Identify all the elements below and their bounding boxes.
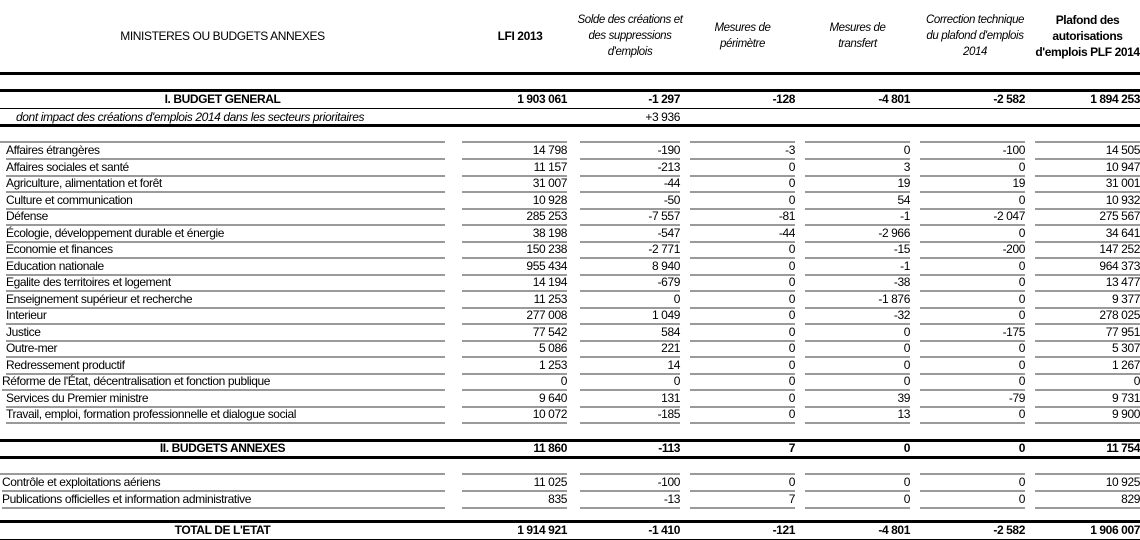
row-value: -4 801 <box>878 92 910 106</box>
row-label: Culture et communication <box>6 193 445 210</box>
row-value: 77 951 <box>1035 325 1140 342</box>
row-label: Travail, emploi, formation professionnelle et dialogue social <box>6 407 445 424</box>
row-value: 0 <box>690 341 795 358</box>
row-label: Contrôle et exploitations aériens <box>2 475 445 492</box>
ministry-row <box>0 374 1140 390</box>
row-value: 0 <box>920 193 1025 210</box>
row-value: 1 894 253 <box>1090 92 1140 106</box>
row-value: 0 <box>690 325 795 342</box>
row-label: Outre-mer <box>6 341 445 358</box>
ministry-row <box>0 292 1140 308</box>
row-value: 14 194 <box>462 275 567 292</box>
row-value: 829 <box>1035 492 1140 509</box>
row-value: 0 <box>920 308 1025 325</box>
ministry-row <box>0 193 1140 209</box>
row-value: 0 <box>920 292 1025 309</box>
row-value: 1 267 <box>1035 358 1140 375</box>
row-value: 9 731 <box>1035 391 1140 408</box>
row-value: 0 <box>805 143 910 160</box>
row-label: Egalite des territoires et logement <box>6 275 445 292</box>
row-value: -128 <box>772 92 795 106</box>
row-value: 19 <box>805 176 910 193</box>
row-label: Défense <box>6 209 445 226</box>
ministry-row <box>0 143 1140 159</box>
row-value: -679 <box>580 275 680 292</box>
row-value: -7 557 <box>580 209 680 226</box>
row-value: -1 410 <box>648 523 680 537</box>
row-value: 10 928 <box>462 193 567 210</box>
row-value: 19 <box>920 176 1025 193</box>
impact-value: +3 936 <box>645 110 680 124</box>
thin-rule <box>0 108 1140 109</box>
row-label: Education nationale <box>6 259 445 276</box>
ministry-row <box>0 160 1140 176</box>
row-value: -121 <box>772 523 795 537</box>
row-value: 7 <box>788 441 795 455</box>
row-label: Enseignement supérieur et recherche <box>6 292 445 309</box>
row-value: 14 <box>580 358 680 375</box>
row-value: -44 <box>690 226 795 243</box>
ministry-row <box>0 226 1140 242</box>
row-value: -100 <box>920 143 1025 160</box>
row-value: -3 <box>690 143 795 160</box>
row-value: 0 <box>690 292 795 309</box>
row-value: -200 <box>920 242 1025 259</box>
ministry-row <box>0 259 1140 275</box>
row-value: 0 <box>920 275 1025 292</box>
row-value: 277 008 <box>462 308 567 325</box>
row-value: 0 <box>690 407 795 424</box>
header-ministries: MINISTERES OU BUDGETS ANNEXES <box>120 29 325 43</box>
row-value: 1 253 <box>462 358 567 375</box>
row-value: 584 <box>580 325 680 342</box>
row-value: 0 <box>690 391 795 408</box>
row-value: 11 157 <box>462 160 567 177</box>
row-label: Écologie, développement durable et énergie <box>6 226 445 243</box>
row-value: 31 007 <box>462 176 567 193</box>
header-plafond: Plafond des autorisations d'emplois PLF 2014 <box>1035 13 1140 59</box>
row-value: -1 297 <box>648 92 680 106</box>
row-value: 0 <box>690 374 795 391</box>
row-value: 0 <box>920 341 1025 358</box>
row-value: 0 <box>920 358 1025 375</box>
row-label: Economie et finances <box>6 242 445 259</box>
row-value: 147 252 <box>1035 242 1140 259</box>
row-value: 1 903 061 <box>517 92 567 106</box>
row-value: 54 <box>805 193 910 210</box>
row-value: 0 <box>920 374 1025 391</box>
row-label: II. BUDGETS ANNEXES <box>159 441 286 455</box>
row-value: 34 641 <box>1035 226 1140 243</box>
row-value: 0 <box>1035 374 1140 391</box>
budgets-annexes-row <box>0 441 1140 457</box>
row-value: 0 <box>462 374 567 391</box>
row-value: 31 001 <box>1035 176 1140 193</box>
row-value: 10 925 <box>1035 475 1140 492</box>
row-value: 0 <box>920 160 1025 177</box>
row-value: -100 <box>580 475 680 492</box>
total-row <box>0 523 1140 539</box>
thick-rule <box>0 124 1140 127</box>
row-value: -81 <box>690 209 795 226</box>
row-value: -44 <box>580 176 680 193</box>
row-value: -175 <box>920 325 1025 342</box>
annex-row <box>0 475 1140 491</box>
row-value: -4 801 <box>878 523 910 537</box>
row-value: -185 <box>580 407 680 424</box>
header-transfert: Mesures de transfert <box>829 22 886 50</box>
row-value: 10 947 <box>1035 160 1140 177</box>
row-label: Agriculture, alimentation et forêt <box>6 176 445 193</box>
row-value: 0 <box>690 176 795 193</box>
row-label: Publications officielles et information administrative <box>2 492 445 509</box>
row-value: 0 <box>580 292 680 309</box>
annex-row <box>0 492 1140 508</box>
row-value: 0 <box>805 341 910 358</box>
ministry-row <box>0 407 1140 423</box>
row-value: 0 <box>690 308 795 325</box>
row-label: Affaires sociales et santé <box>6 160 445 177</box>
ministry-row <box>0 209 1140 225</box>
row-value: 9 900 <box>1035 407 1140 424</box>
thick-rule <box>0 456 1140 459</box>
row-value: 0 <box>1018 441 1025 455</box>
impact-label: dont impact des créations d'emplois 2014 dans les secteurs prioritaires <box>16 110 365 124</box>
row-value: -2 047 <box>920 209 1025 226</box>
row-value: -15 <box>805 242 910 259</box>
row-value: -2 582 <box>993 92 1025 106</box>
row-value: -13 <box>580 492 680 509</box>
row-value: -2 771 <box>580 242 680 259</box>
row-label: Services du Premier ministre <box>6 391 445 408</box>
row-value: 1 914 921 <box>517 523 567 537</box>
header-correction: Correction technique du plafond d'emplois 2014 <box>925 14 1025 58</box>
row-value: 0 <box>805 475 910 492</box>
row-value: 275 567 <box>1035 209 1140 226</box>
row-value: 14 798 <box>462 143 567 160</box>
row-value: 285 253 <box>462 209 567 226</box>
row-value: 0 <box>805 374 910 391</box>
row-value: -50 <box>580 193 680 210</box>
row-value: 0 <box>690 275 795 292</box>
row-value: 10 072 <box>462 407 567 424</box>
row-value: 11 025 <box>462 475 567 492</box>
row-value: 11 860 <box>533 441 567 455</box>
row-value: 11 754 <box>1106 441 1140 455</box>
row-value: 0 <box>920 226 1025 243</box>
row-value: -547 <box>580 226 680 243</box>
row-value: 0 <box>920 492 1025 509</box>
row-value: 0 <box>920 407 1025 424</box>
row-value: 221 <box>580 341 680 358</box>
row-value: 13 477 <box>1035 275 1140 292</box>
row-value: -1 876 <box>805 292 910 309</box>
row-value: -38 <box>805 275 910 292</box>
row-value: 1 906 007 <box>1090 523 1140 537</box>
row-value: 278 025 <box>1035 308 1140 325</box>
row-value: 77 542 <box>462 325 567 342</box>
row-value: 7 <box>690 492 795 509</box>
ministry-row <box>0 341 1140 357</box>
row-value: 0 <box>920 475 1025 492</box>
row-value: 13 <box>805 407 910 424</box>
row-value: 964 373 <box>1035 259 1140 276</box>
row-label: I. BUDGET GENERAL <box>164 92 281 106</box>
ministry-row <box>0 325 1140 341</box>
row-value: 0 <box>690 475 795 492</box>
row-value: 0 <box>920 259 1025 276</box>
header-solde: Solde des créations et des suppressions d'emplois <box>577 14 683 58</box>
row-value: 9 640 <box>462 391 567 408</box>
ministry-row <box>0 176 1140 192</box>
row-value: 150 238 <box>462 242 567 259</box>
row-label: Réforme de l'État, décentralisation et fonction publique <box>2 374 445 391</box>
row-value: 14 505 <box>1035 143 1140 160</box>
row-value: -79 <box>920 391 1025 408</box>
row-label: Interieur <box>6 308 445 325</box>
row-value: 11 253 <box>462 292 567 309</box>
row-value: 8 940 <box>580 259 680 276</box>
row-value: 0 <box>805 492 910 509</box>
budget-general-row <box>0 92 1140 108</box>
row-value: 0 <box>690 259 795 276</box>
header-lfi-2013: LFI 2013 <box>497 29 543 43</box>
row-value: 0 <box>903 441 910 455</box>
row-value: 0 <box>690 160 795 177</box>
row-value: 0 <box>690 242 795 259</box>
row-label: Affaires étrangères <box>6 143 445 160</box>
ministry-row <box>0 275 1140 291</box>
row-value: 835 <box>462 492 567 509</box>
row-value: 0 <box>805 358 910 375</box>
row-value: -2 966 <box>805 226 910 243</box>
row-value: 131 <box>580 391 680 408</box>
row-value: 10 932 <box>1035 193 1140 210</box>
row-label: TOTAL DE L'ETAT <box>174 523 271 537</box>
row-value: 5 086 <box>462 341 567 358</box>
row-value: 1 049 <box>580 308 680 325</box>
row-value: -32 <box>805 308 910 325</box>
row-value: 38 198 <box>462 226 567 243</box>
row-value: 0 <box>805 325 910 342</box>
row-value: 0 <box>580 374 680 391</box>
ministry-row <box>0 391 1140 407</box>
row-value: 3 <box>805 160 910 177</box>
row-value: -1 <box>805 209 910 226</box>
ministry-row <box>0 358 1140 374</box>
row-value: 39 <box>805 391 910 408</box>
row-label: Redressement productif <box>6 358 445 375</box>
row-value: 9 377 <box>1035 292 1140 309</box>
row-value: 0 <box>690 193 795 210</box>
ministry-row <box>0 308 1140 324</box>
header-perimetre: Mesures de périmètre <box>714 22 771 50</box>
row-value: -190 <box>580 143 680 160</box>
row-value: 0 <box>690 358 795 375</box>
row-value: -113 <box>658 441 680 455</box>
thick-rule <box>0 72 1140 75</box>
row-value: 955 434 <box>462 259 567 276</box>
row-value: -2 582 <box>993 523 1025 537</box>
row-value: -1 <box>805 259 910 276</box>
ministry-row <box>0 242 1140 258</box>
row-value: -213 <box>580 160 680 177</box>
row-label: Justice <box>6 325 445 342</box>
row-value: 5 307 <box>1035 341 1140 358</box>
